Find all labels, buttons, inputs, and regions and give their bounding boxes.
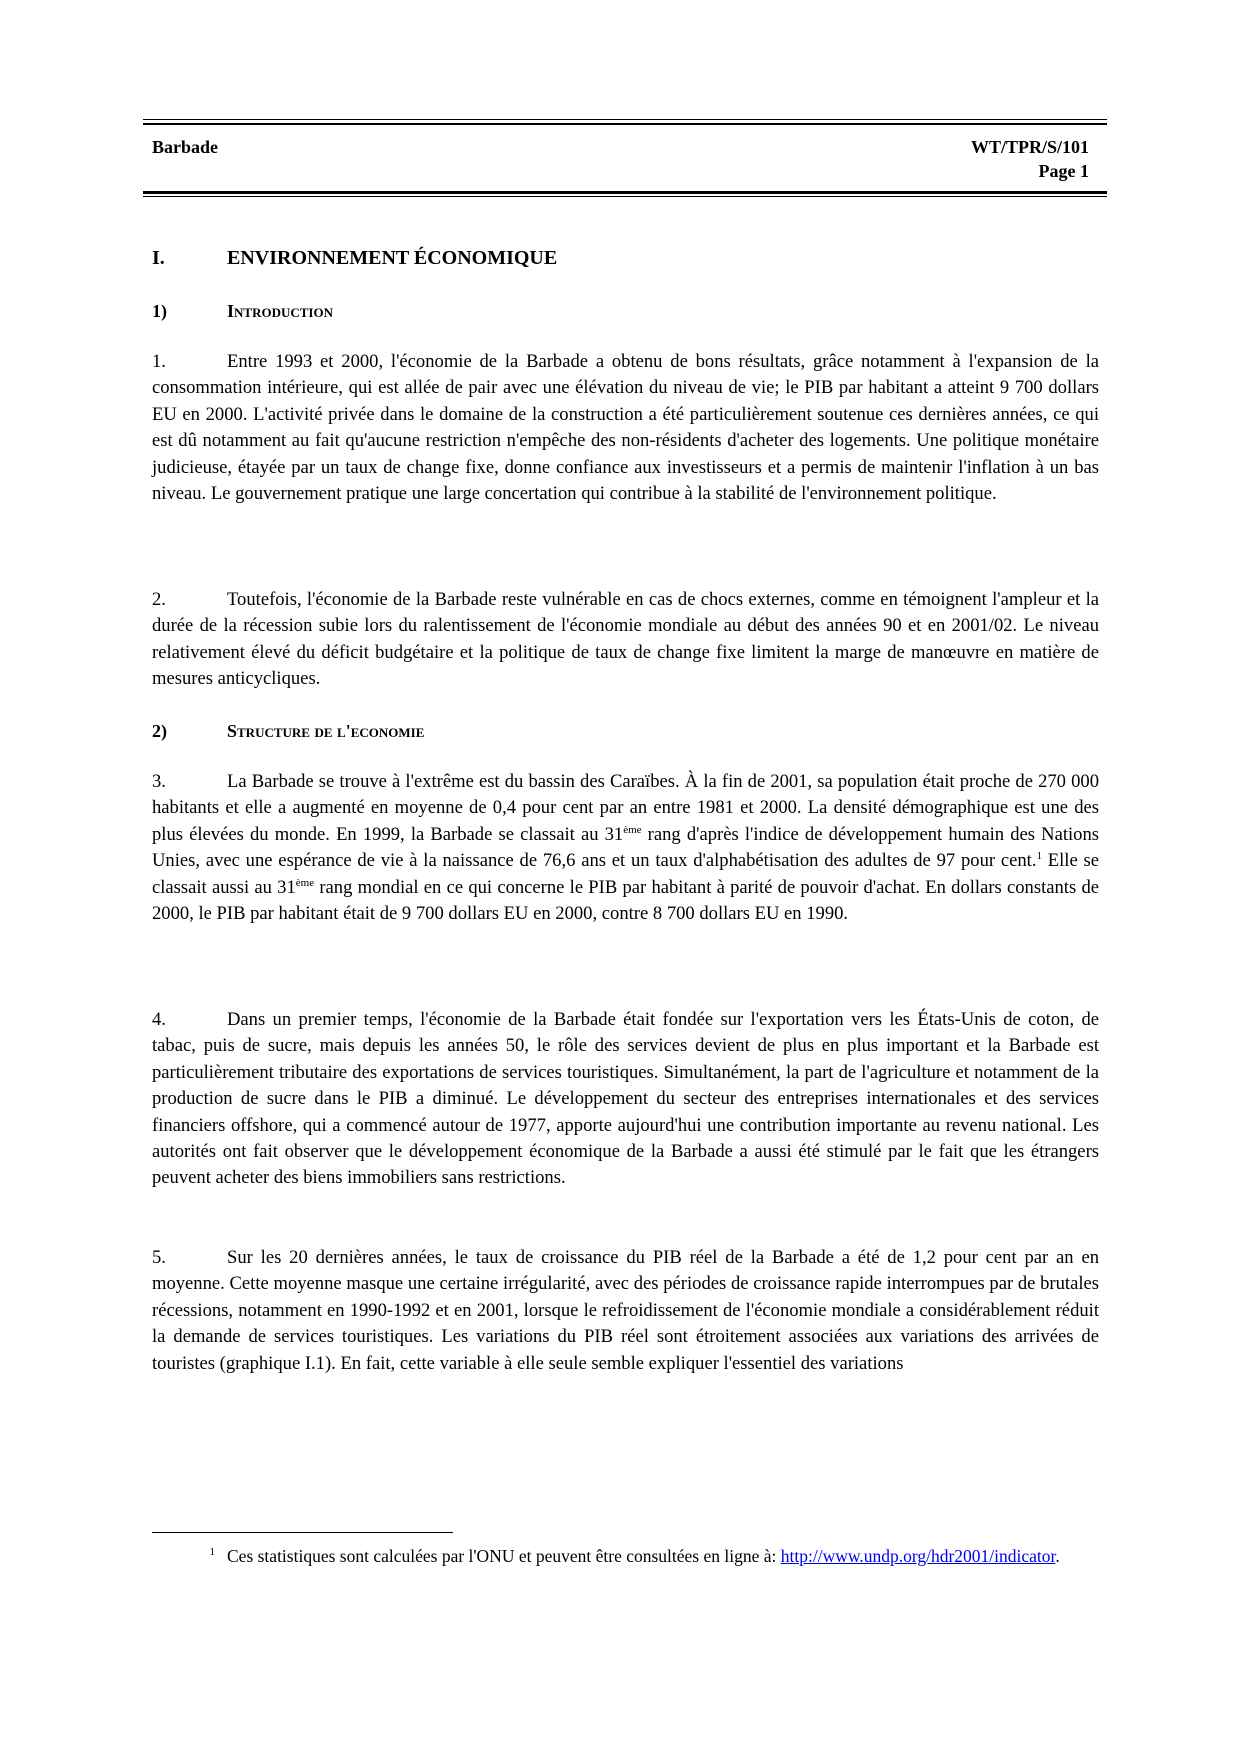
section-title: ENVIRONNEMENT ÉCONOMIQUE	[227, 247, 558, 269]
paragraph-4	[152, 1007, 1099, 1192]
subsection-title: Introduction	[227, 301, 333, 321]
paragraph-text: rang d'après l'indice de développement humain des Nations Unies, avec une espérance de vie à la naissance de 76,6 ans et un taux d'alphabétisation des adultes de 97 pour cent.	[152, 823, 1099, 872]
paragraph-text: Sur les 20 dernières années, le taux de croissance du PIB réel de la Barbade a été de 1,2 pour cent par an en moyenne. Cette moyenne masque une certaine irrégularité, avec des périodes de croissance rapide interrompues par de brutales récessions, notamment en 1990-1992 et en 2001, lorsque le refroidissement de l'économie mondiale a considérablement réduit la demande de services touristiques. Les variations du PIB réel sont étroitement associées aux variations des arrivées de touristes (graphique I.1). En fait, cette variable à elle seule semble expliquer l'essentiel des variations	[152, 1247, 1099, 1374]
paragraph-number: 2.	[152, 589, 166, 610]
paragraph-5	[152, 1245, 1099, 1377]
paragraph-3	[152, 769, 1099, 927]
footnote-reference[interactable]: 1	[1036, 850, 1042, 863]
section-heading	[152, 247, 557, 270]
paragraph-number: 5.	[152, 1247, 166, 1268]
paragraph-text: Entre 1993 et 2000, l'économie de la Barbade a obtenu de bons résultats, grâce notamment à l'expansion de la consommation intérieure, qui est allée de pair avec une élévation du niveau de vie; le PIB par habitant a atteint 9 700 dollars EU en 2000. L'activité privée dans le domaine de la construction a été particulièrement soutenue ces dernières années, ce qui est dû notamment au fait qu'aucune restriction n'empêche des non-résidents d'acheter des logements. Une politique monétaire judicieuse, étayée par un taux de change fixe, donne confiance aux investisseurs et a permis de maintenir l'inflation à un bas niveau. Le gouvernement pratique une large concertation qui contribue à la stabilité de l'environnement politique.	[152, 351, 1099, 505]
header-rule-bottom-thick	[143, 191, 1107, 194]
header-rule-bottom-thin	[143, 196, 1107, 197]
paragraph-text: La Barbade se trouve à l'extrême est du bassin des Caraïbes. À la fin de 2001, sa population était proche de 270 000 habitants et elle a augmenté en moyenne de 0,4 pour cent par an entre 1981 et 2000. La densité démographique est une des plus élevées du monde. En 1999, la Barbade se classait au 31	[152, 771, 1099, 845]
subsection-number: 1)	[152, 301, 167, 321]
header-country: Barbade	[152, 137, 219, 157]
subsection-heading-1	[152, 301, 333, 322]
paragraph-number: 1.	[152, 351, 166, 372]
header-rule-top-thin	[143, 119, 1107, 120]
superscript: ème	[295, 876, 315, 889]
footnote-link[interactable]: http://www.undp.org/hdr2001/indicator	[780, 1546, 1056, 1566]
paragraph-text: Dans un premier temps, l'économie de la Barbade était fondée sur l'exportation vers les États-Unis de coton, de tabac, puis de sucre, mais depuis les années 50, le rôle des services devient de plus en plus important et la Barbade est particulièrement tributaire des exportations de services touristiques. Simultanément, la part de l'agriculture et notamment de la production de sucre dans le PIB a diminué. Le développement du secteur des entreprises internationales et des services financiers offshore, qui a commencé autour de 1977, apporte aujourd'hui une contribution importante au revenu national. Les autorités ont fait observer que le développement économique de la Barbade a aussi été stimulé par le fait que les étrangers peuvent acheter des biens immobiliers sans restrictions.	[152, 1009, 1099, 1189]
superscript: ème	[623, 823, 642, 836]
footnote-marker: 1	[209, 1546, 215, 1558]
header-page-number: Page 1	[1038, 161, 1089, 181]
subsection-title: Structure de l'economie	[227, 721, 425, 741]
footnote	[152, 1544, 1099, 1568]
section-number: I.	[152, 247, 165, 269]
paragraph-text: Elle se classait aussi au 31	[152, 850, 1099, 898]
paragraph-1	[152, 349, 1099, 507]
subsection-number: 2)	[152, 721, 167, 741]
footnote-end: .	[1055, 1546, 1060, 1566]
header-doc-symbol: WT/TPR/S/101	[970, 137, 1089, 157]
subsection-heading-2	[152, 721, 424, 742]
paragraph-number: 3.	[152, 771, 166, 792]
footnote-separator	[152, 1532, 453, 1533]
paragraph-2	[152, 587, 1099, 693]
paragraph-number: 4.	[152, 1009, 166, 1030]
header-rule-top-thick	[143, 123, 1107, 125]
paragraph-text: Toutefois, l'économie de la Barbade reste vulnérable en cas de chocs externes, comme en témoignent l'ampleur et la durée de la récession subie lors du ralentissement de l'économie mondiale au début des années 90 et en 2001/02. Le niveau relativement élevé du déficit budgétaire et la politique de taux de change fixe limitent la marge de manœuvre en matière de mesures anticycliques.	[152, 589, 1099, 690]
paragraph-text: rang mondial en ce qui concerne le PIB par habitant à parité de pouvoir d'achat. En dollars constants de 2000, le PIB par habitant était de 9 700 dollars EU en 2000, contre 8 700 dollars EU en 1990.	[152, 876, 1099, 925]
footnote-text: Ces statistiques sont calculées par l'ONU et peuvent être consultées en ligne à:	[227, 1546, 781, 1566]
